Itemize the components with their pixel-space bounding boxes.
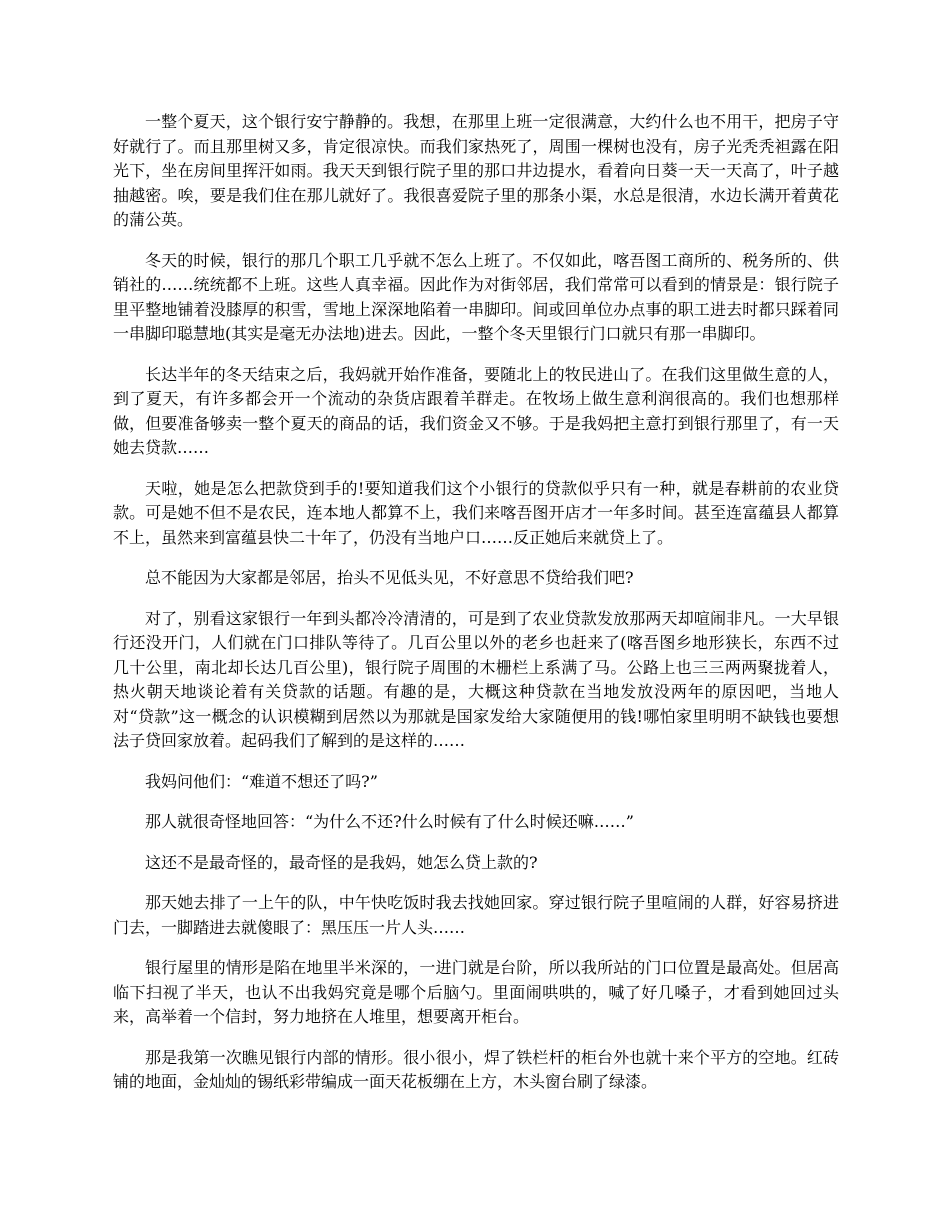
paragraph: 天啦，她是怎么把款贷到手的!要知道我们这个小银行的贷款似乎只有一种，就是春耕前的农业贷款。可是她不但不是农民，连本地人都算不上，我们来喀吾图开店才一年多时间。甚至连富蕴县人都算不上，虽然来到富蕴县快二十年了，仍没有当地户口……反正她后来就贷上了。 [113,478,839,547]
paragraph: 长达半年的冬天结束之后，我妈就开始作准备，要随北上的牧民进山了。在我们这里做生意的人，到了夏天，有许多都会开一个流动的杂货店跟着羊群走。在牧场上做生意利润很高的。我们也想那样做，但要准备够卖一整个夏天的商品的话，我们资金又不够。于是我妈把主意打到银行那里了，有一天她去贷款…… [113,364,839,457]
paragraph: 那是我第一次瞧见银行内部的情形。很小很小，焊了铁栏杆的柜台外也就十来个平方的空地。红砖铺的地面，金灿灿的锡纸彩带编成一面天花板绷在上方，木头窗台刷了绿漆。 [113,1047,839,1091]
paragraph: 一整个夏天，这个银行安宁静静的。我想，在那里上班一定很满意，大约什么也不用干，把房子守好就行了。而且那里树又多，肯定很凉快。而我们家热死了，周围一棵树也没有，房子光秃秃袒露在阳光下，坐在房间里挥汗如雨。我天天到银行院子里的那口井边提水，看着向日葵一天一天高了，叶子越抽越密。唉，要是我们住在那儿就好了。我很喜爱院子里的那条小渠，水总是很清，水边长满开着黄花的蒲公英。 [113,112,839,229]
paragraph: 冬天的时候，银行的那几个职工几乎就不怎么上班了。不仅如此，喀吾图工商所的、税务所的、供销社的……统统都不上班。这些人真幸福。因此作为对街邻居，我们常常可以看到的情景是：银行院子里平整地铺着没膝厚的积雪，雪地上深深地陷着一串脚印。间或回单位办点事的职工进去时都只踩着同一串脚印聪慧地(其实是毫无办法地)进去。因此，一整个冬天里银行门口就只有那一串脚印。 [113,250,839,343]
paragraph: 总不能因为大家都是邻居，抬头不见低头见，不好意思不贷给我们吧? [145,568,634,587]
document-body [113,110,839,1111]
paragraph: 我妈问他们：“难道不想还了吗?” [145,771,378,791]
paragraph: 那人就很奇怪地回答：“为什么不还?什么时候有了什么时候还嘛……” [145,812,634,831]
paragraph: 那天她去排了一上午的队，中午快吃饭时我去找她回家。穿过银行院子里喧闹的人群，好容易挤进门去，一脚踏进去就傻眼了：黑压压一片人头…… [113,893,839,937]
paragraph: 银行屋里的情形是陷在地里半米深的，一进门就是台阶，所以我所站的门口位置是最高处。但居高临下扫视了半天，也认不出我妈究竟是哪个后脑勺。里面闹哄哄的，喊了好几嗓子，才看到她回过头来，高举着一个信封，努力地挤在人堆里，想要离开柜台。 [113,958,839,1026]
paragraph: 这还不是最奇怪的，最奇怪的是我妈，她怎么贷上款的? [145,852,538,872]
paragraph: 对了，别看这家银行一年到头都冷冷清清的，可是到了农业贷款发放那两天却喧闹非凡。一大早银行还没开门，人们就在门口排队等待了。几百公里以外的老乡也赶来了(喀吾图乡地形狭长，东西不过几十公里，南北却长达几百公里)，银行院子周围的木栅栏上系满了马。公路上也三三两两聚拢着人，热火朝天地谈论着有关贷款的话题。有趣的是，大概这种贷款在当地发放没两年的原因吧，当地人对“贷款”这一概念的认识模糊到居然以为那就是国家发给大家随便用的钱!哪怕家里明明不缺钱也要想法子贷回家放着。起码我们了解到的是这样的…… [113,608,839,750]
